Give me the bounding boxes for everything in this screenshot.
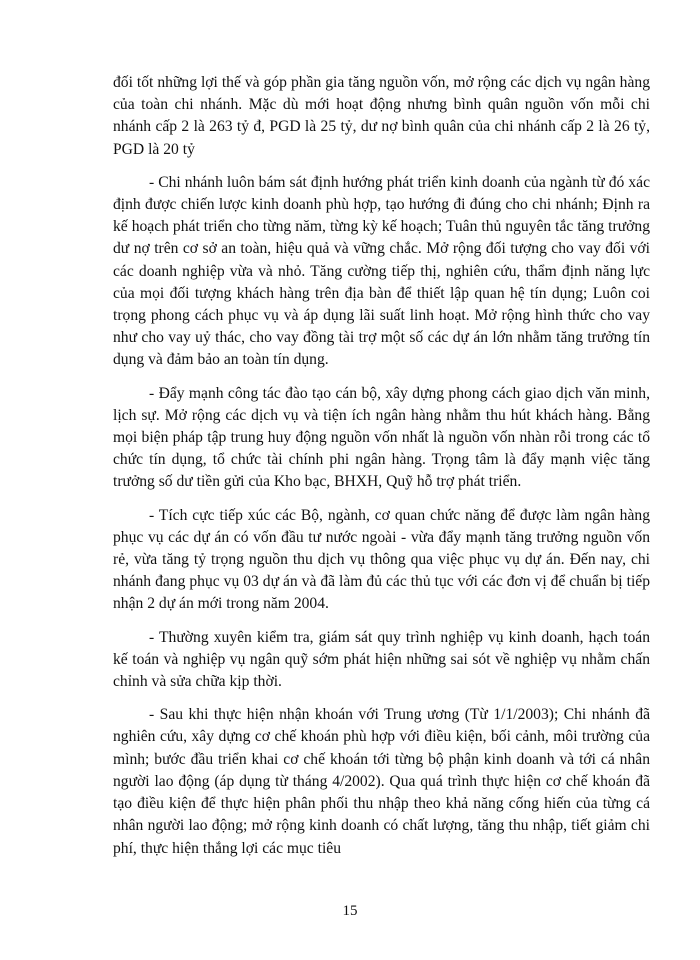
paragraph-business-orientation: - Chi nhánh luôn bám sát định hướng phát triển kinh doanh của ngành từ đó xác định được chiến lược kinh doanh phù hợp, tạo hướng đi đúng cho chi nhánh; Định ra kế hoạch phát triển cho từng năm, từng kỳ kế hoạch; Tuân thủ nguyên tắc tăng trưởng dư nợ trên cơ sở an toàn, hiệu quả và vững chắc. Mở rộng đối tượng cho vay đối với các doanh nghiệp vừa và nhỏ. Tăng cường tiếp thị, nghiên cứu, thẩm định năng lực của mọi đối tượng khách hàng trên địa bàn để thiết lập quan hệ tín dụng; Luôn coi trọng phong cách phục vụ và áp dụng lãi suất linh hoạt. Mở rộng hình thức cho vay như cho vay uỷ thác, cho vay đồng tài trợ một số các dự án lớn nhằm tăng trưởng tín dụng và đảm bảo an toàn tín dụng. — [113, 173, 650, 369]
paragraph-foreign-projects: - Tích cực tiếp xúc các Bộ, ngành, cơ quan chức năng để được làm ngân hàng phục vụ các dự án có vốn đầu tư nước ngoài - vừa đẩy mạnh tăng trưởng nguồn vốn rẻ, vừa tăng tỷ trọng nguồn thu dịch vụ thông qua việc phục vụ dự án. Đến nay, chi nhánh đang phục vụ 03 dự án và đã làm đủ các thủ tục với các đơn vị để chuẩn bị tiếp nhận 2 dự án mới trong năm 2004. — [113, 506, 650, 613]
paragraph-staff-training: - Đẩy mạnh công tác đào tạo cán bộ, xây dựng phong cách giao dịch văn minh, lịch sự. Mở rộng các dịch vụ và tiện ích ngân hàng nhằm thu hút khách hàng. Bằng mọi biện pháp tập trung huy động nguồn vốn nhất là nguồn vốn nhàn rỗi trong các tổ chức tín dụng, tổ chức tài chính phi ngân hàng. Trọng tâm là đẩy mạnh việc tăng trưởng số dư tiền gửi của Kho bạc, BHXH, Quỹ hỗ trợ phát triển. — [113, 384, 650, 491]
page-number: 15 — [342, 903, 358, 919]
paragraph-contract-mechanism: - Sau khi thực hiện nhận khoán với Trung ương (Từ 1/1/2003); Chi nhánh đã nghiên cứu, xây dựng cơ chế khoán phù hợp với điều kiện, bối cảnh, môi trường của mình; bước đầu triển khai cơ chế khoán tới từng bộ phận kinh doanh và tới cá nhân người lao động (áp dụng từ tháng 4/2002). Qua quá trình thực hiện cơ chế khoán đã tạo điều kiện để thực hiện phân phối thu nhập theo khả năng cống hiến của từng cá nhân người lao động; mở rộng kinh doanh có chất lượng, tăng thu nhập, tiết giảm chi phí, thực hiện thắng lợi các mục tiêu — [113, 706, 650, 857]
paragraph-inspection: - Thường xuyên kiểm tra, giám sát quy trình nghiệp vụ kinh doanh, hạch toán kế toán và nghiệp vụ ngân quỹ sớm phát hiện những sai sót về nghiệp vụ nhằm chấn chỉnh và sửa chữa kịp thời. — [113, 628, 650, 691]
body-text — [113, 72, 650, 871]
paragraph-continuation: đối tốt những lợi thế và góp phần gia tăng nguồn vốn, mở rộng các dịch vụ ngân hàng của toàn chi nhánh. Mặc dù mới hoạt động nhưng bình quân nguồn vốn mỗi chi nhánh cấp 2 là 263 tỷ đ, PGD là 25 tỷ, dư nợ bình quân của chi nhánh cấp 2 là 26 tỷ, PGD là 20 tỷ — [113, 74, 650, 158]
